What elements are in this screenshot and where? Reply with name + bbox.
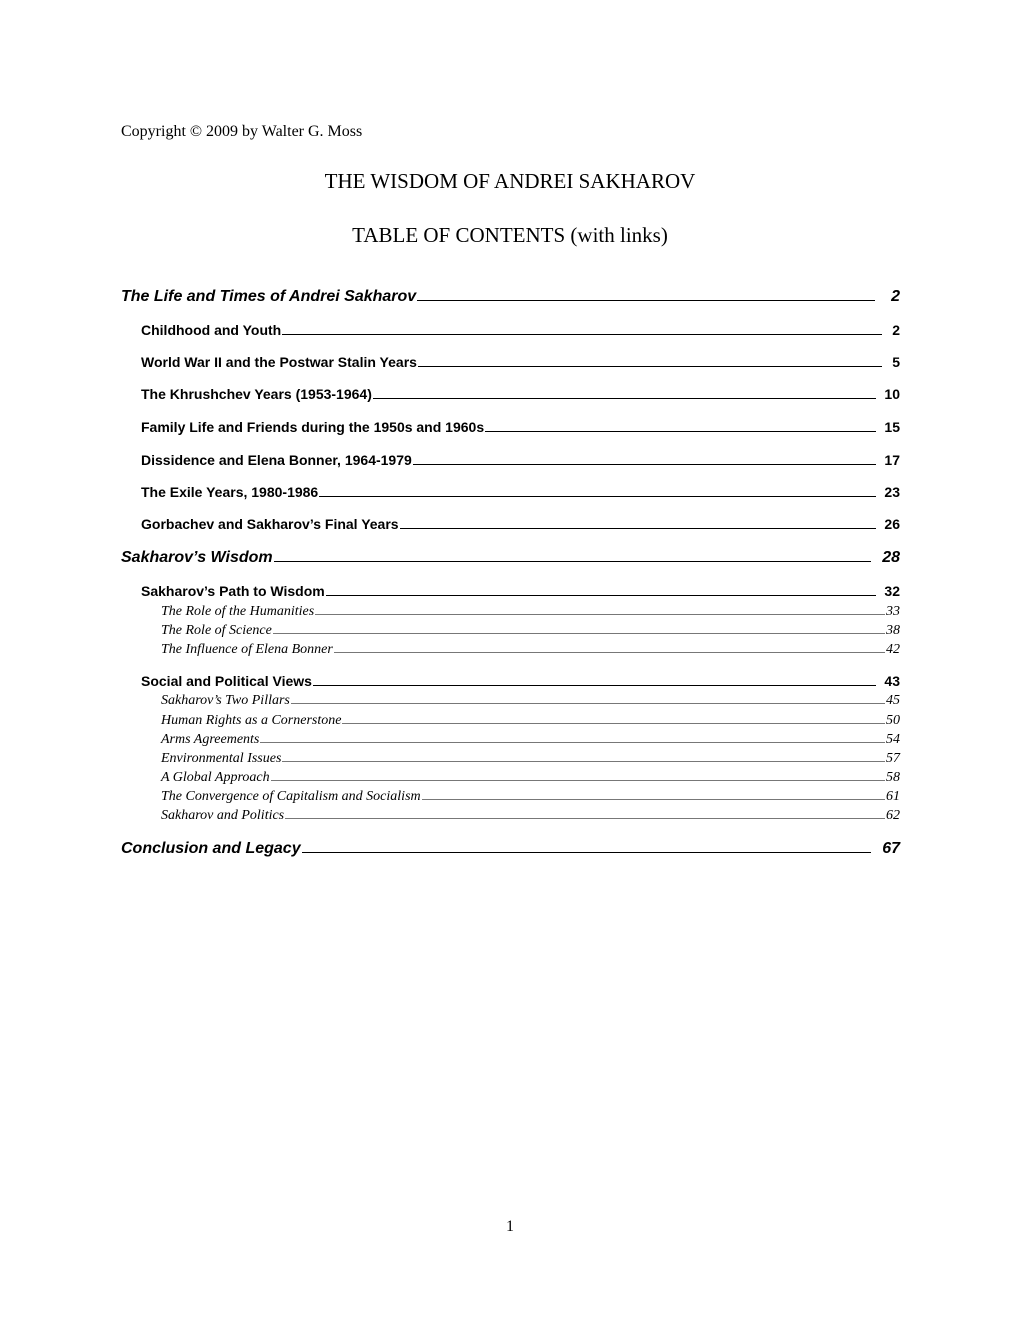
toc-entry-page: 54 [886, 732, 900, 747]
toc-leader [302, 852, 872, 853]
toc-entry-title: Sakharov’s Path to Wisdom [141, 583, 325, 599]
toc-leader [319, 496, 876, 497]
document-title: THE WISDOM OF ANDREI SAKHAROV [324, 169, 696, 193]
toc-entry-sakharov-and-politics[interactable] [161, 807, 900, 825]
toc-leader [413, 464, 877, 465]
toc-entry-page: 43 [884, 673, 900, 689]
toc-entry-title: Human Rights as a Cornerstone [161, 713, 342, 728]
toc-leader [485, 431, 876, 432]
toc-entry-role-of-humanities[interactable] [161, 603, 900, 621]
toc-entry-page: 38 [886, 623, 900, 638]
toc-entry-title: Childhood and Youth [141, 322, 282, 338]
toc-heading: TABLE OF CONTENTS (with links) [352, 223, 668, 247]
toc-entry-page: 32 [884, 583, 900, 599]
toc-leader [313, 685, 877, 686]
toc-entry-page: 17 [884, 452, 900, 468]
toc-leader [418, 366, 882, 367]
toc-entry-title: The Role of the Humanities [161, 604, 315, 619]
toc-entry-childhood-and-youth[interactable] [141, 321, 900, 339]
toc-entry-sakharovs-wisdom[interactable] [121, 548, 900, 568]
toc-entry-life-and-times[interactable] [121, 287, 900, 307]
toc-entry-title: Sakharov and Politics [161, 808, 285, 823]
toc-entry-family-life[interactable] [141, 418, 900, 436]
toc-entry-arms-agreements[interactable] [161, 731, 900, 749]
toc-entry-gorbachev[interactable] [141, 515, 900, 533]
toc-entry-page: 62 [886, 808, 900, 823]
toc-entry-page: 15 [884, 419, 900, 435]
toc-entry-influence-of-elena-bonner[interactable] [161, 641, 900, 659]
toc-entry-conclusion-and-legacy[interactable] [121, 839, 900, 859]
toc-entry-title: Gorbachev and Sakharov’s Final Years [141, 516, 399, 532]
toc-entry-page: 45 [886, 693, 900, 708]
toc-entry-title: Sakharov’s Two Pillars [161, 693, 290, 708]
toc-entry-global-approach[interactable] [161, 769, 900, 787]
toc-entry-page: 61 [886, 789, 900, 804]
toc-leader [291, 703, 885, 704]
toc-leader [400, 528, 877, 529]
toc-leader [285, 818, 885, 819]
toc-entry-title: Conclusion and Legacy [121, 840, 301, 857]
toc-entry-title: The Influence of Elena Bonner [161, 642, 333, 657]
toc-entry-title: World War II and the Postwar Stalin Years [141, 354, 417, 370]
toc-leader [342, 723, 885, 724]
toc-entry-page: 23 [884, 484, 900, 500]
toc-entry-role-of-science[interactable] [161, 622, 900, 640]
toc-entry-page: 2 [892, 322, 900, 338]
toc-entry-page: 10 [884, 386, 900, 402]
toc-entry-title: The Role of Science [161, 623, 272, 638]
toc-leader [274, 561, 872, 562]
toc-entry-title: The Convergence of Capitalism and Socialism [161, 789, 421, 804]
toc-entry-page: 50 [886, 713, 900, 728]
toc-entry-title: The Exile Years, 1980-1986 [141, 484, 319, 500]
toc-entry-page: 33 [886, 604, 900, 619]
toc-entry-social-and-political-views[interactable] [141, 672, 900, 690]
toc-entry-title: Sakharov’s Wisdom [121, 549, 273, 566]
toc-leader [334, 652, 885, 653]
toc-leader [422, 799, 885, 800]
toc-entry-page: 57 [886, 751, 900, 766]
toc-leader [326, 595, 877, 596]
toc-leader [373, 398, 877, 399]
toc-entry-page: 67 [882, 840, 900, 857]
toc-entry-human-rights[interactable] [161, 712, 900, 730]
toc-entry-two-pillars[interactable] [161, 692, 900, 710]
toc-leader [282, 334, 882, 335]
toc-leader [271, 780, 885, 781]
toc-leader [260, 742, 885, 743]
toc-leader [417, 300, 875, 301]
toc-entry-title: Social and Political Views [141, 673, 312, 689]
toc-entry-title: Dissidence and Elena Bonner, 1964-1979 [141, 452, 412, 468]
toc-entry-page: 26 [884, 516, 900, 532]
toc-entry-page: 58 [886, 770, 900, 785]
toc-entry-convergence[interactable] [161, 788, 900, 806]
toc-entry-world-war-ii[interactable] [141, 353, 900, 371]
toc-entry-title: The Life and Times of Andrei Sakharov [121, 288, 417, 305]
toc-leader [315, 614, 885, 615]
toc-entry-path-to-wisdom[interactable] [141, 582, 900, 600]
toc-entry-environmental-issues[interactable] [161, 750, 900, 768]
toc-entry-page: 5 [892, 354, 900, 370]
toc-entry-page: 2 [891, 288, 900, 305]
copyright-notice: Copyright © 2009 by Walter G. Moss [121, 123, 363, 140]
toc-entry-title: Family Life and Friends during the 1950s and 1960s [141, 419, 485, 435]
toc-entry-title: A Global Approach [161, 770, 270, 785]
toc-entry-title: The Khrushchev Years (1953-1964) [141, 386, 372, 402]
toc-entry-khrushchev-years[interactable] [141, 385, 900, 403]
toc-entry-dissidence[interactable] [141, 451, 900, 469]
toc-leader [282, 761, 885, 762]
toc-entry-title: Environmental Issues [161, 751, 282, 766]
toc-entry-page: 28 [882, 549, 900, 566]
toc-entry-title: Arms Agreements [161, 732, 260, 747]
toc-leader [273, 633, 885, 634]
toc-entry-page: 42 [886, 642, 900, 657]
toc-entry-exile-years[interactable] [141, 483, 900, 501]
page-number: 1 [506, 1218, 514, 1235]
